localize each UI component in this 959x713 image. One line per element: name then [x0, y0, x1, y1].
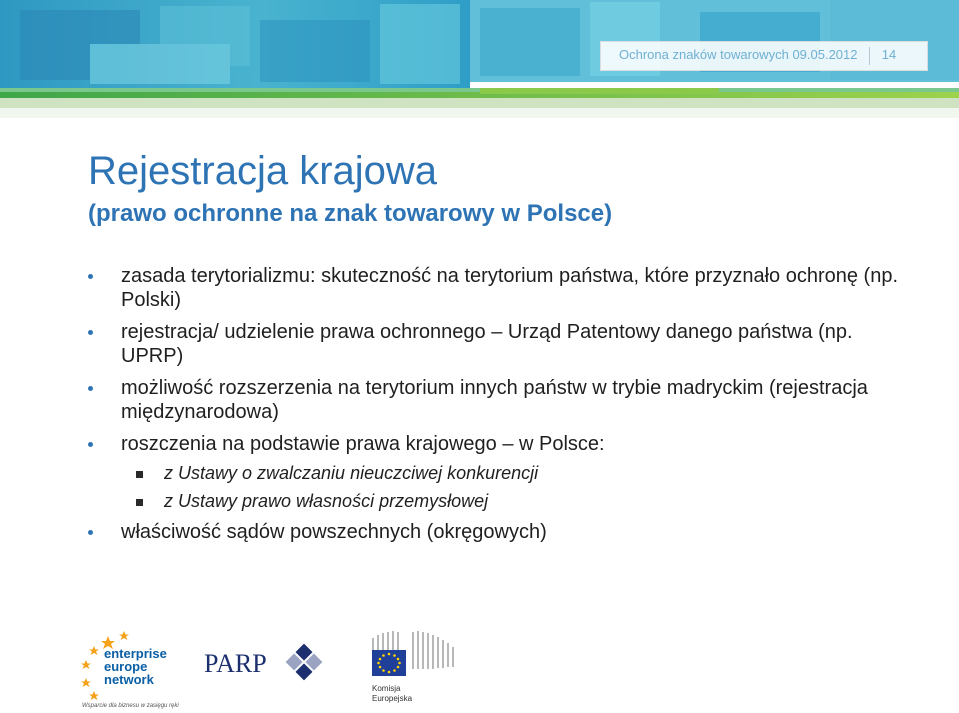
slide-title: Rejestracja krajowa [88, 149, 438, 193]
page-number: 14 [881, 47, 897, 62]
parp-logo [202, 638, 332, 688]
sub-bullet-item: z Ustawy prawo własności przemysłowej [88, 490, 908, 512]
bullet-list [88, 264, 908, 544]
een-line2: europe [104, 659, 148, 674]
sub-bullet-item: z Ustawy o zwalczaniu nieuczciwej konkurencji [88, 462, 908, 484]
slide-subtitle: (prawo ochronne na znak towarowy w Polsce) [88, 200, 613, 227]
een-tagline: Wsparcie dla biznesu w zasięgu ręki [82, 703, 179, 709]
bullet-item: możliwość rozszerzenia na terytorium innych państw w trybie madryckim (rejestracja międzynarodowa) [88, 376, 908, 424]
een-line3: network [104, 672, 154, 687]
enterprise-europe-network-logo [80, 628, 180, 712]
footer-date: 09.05.2012 [792, 47, 858, 62]
eu-line1: Komisja [372, 684, 401, 693]
bullet-item: roszczenia na podstawie prawa krajowego – w Polsce: [88, 432, 908, 456]
bullet-item: właściwość sądów powszechnych (okręgowych) [88, 520, 908, 544]
parp-name: PARP [204, 649, 267, 678]
bullet-item: rejestracja/ udzielenie prawa ochronnego – Urząd Patentowy danego państwa (np. UPRP) [88, 320, 908, 368]
bullet-item: zasada terytorializmu: skuteczność na terytorium państwa, które przyznało ochronę (np. Polski) [88, 264, 908, 312]
eu-line2: Europejska [372, 694, 413, 703]
footer [619, 44, 896, 66]
european-commission-logo [368, 628, 468, 712]
footer-title: Ochrona znaków towarowych [619, 47, 789, 62]
een-line1: enterprise [104, 646, 167, 661]
footer-divider [869, 47, 870, 65]
